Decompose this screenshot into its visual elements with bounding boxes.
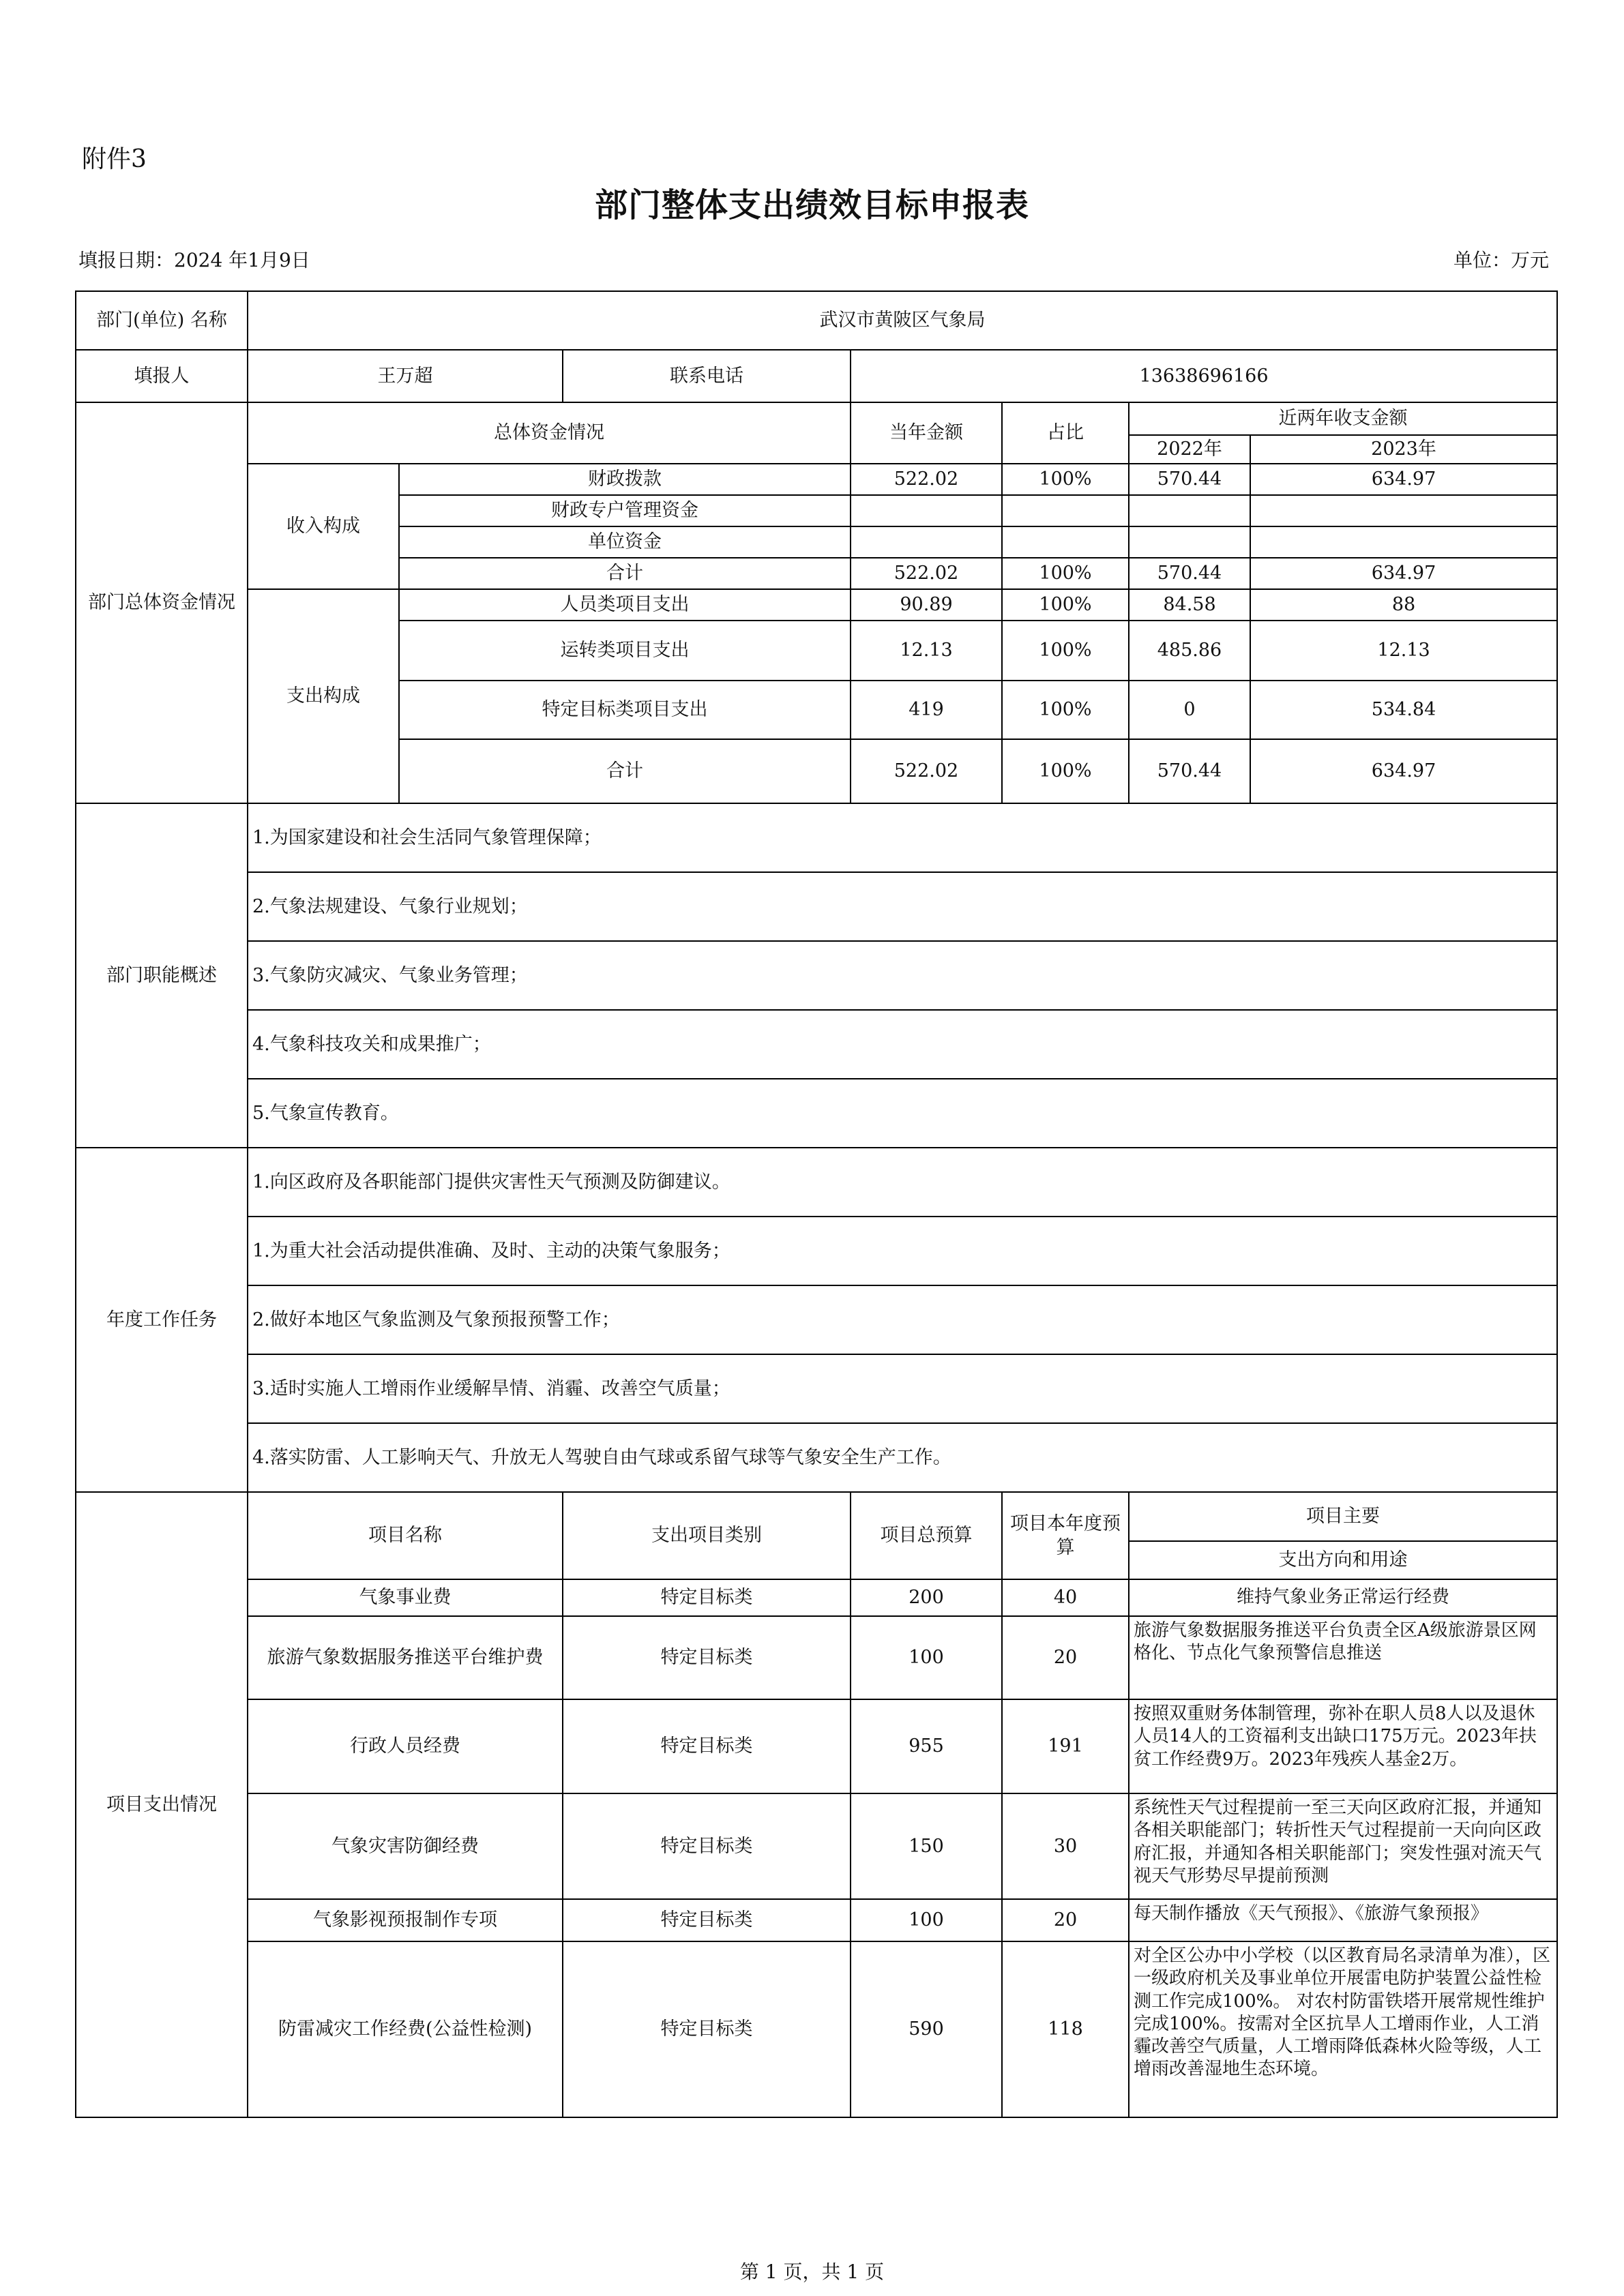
project-type: 特定目标类 bbox=[563, 1699, 851, 1793]
project-use: 每天制作播放《天气预报》、《旅游气象预报》 bbox=[1129, 1899, 1557, 1941]
income-amount bbox=[851, 495, 1002, 526]
project-name: 旅游气象数据服务推送平台维护费 bbox=[248, 1616, 563, 1699]
tasks-label: 年度工作任务 bbox=[76, 1148, 248, 1492]
task-item: 1.为重大社会活动提供准确、及时、主动的决策气象服务； bbox=[248, 1217, 1557, 1285]
task-item: 3.适时实施人工增雨作业缓解旱情、消霾、改善空气质量； bbox=[248, 1354, 1557, 1423]
expense-name: 人员类项目支出 bbox=[399, 589, 851, 621]
income-2023: 634.97 bbox=[1250, 558, 1557, 589]
phone-value: 13638696166 bbox=[851, 350, 1557, 402]
income-2022 bbox=[1129, 526, 1250, 558]
income-2022: 570.44 bbox=[1129, 558, 1250, 589]
table-row bbox=[76, 464, 1557, 495]
table-row bbox=[76, 1941, 1557, 2117]
table-row bbox=[76, 1793, 1557, 1899]
project-use: 旅游气象数据服务推送平台负责全区A级旅游景区网格化、节点化气象预警信息推送 bbox=[1129, 1616, 1557, 1699]
project-name: 防雷减灾工作经费(公益性检测) bbox=[248, 1941, 563, 2117]
income-2023 bbox=[1250, 526, 1557, 558]
col-project-total: 项目总预算 bbox=[851, 1492, 1002, 1579]
income-amount: 522.02 bbox=[851, 558, 1002, 589]
income-ratio: 100% bbox=[1002, 464, 1129, 495]
table-row bbox=[76, 1616, 1557, 1699]
expense-label: 支出构成 bbox=[248, 589, 399, 803]
project-type: 特定目标类 bbox=[563, 1941, 851, 2117]
reporter-name: 王万超 bbox=[248, 350, 563, 402]
expense-ratio: 100% bbox=[1002, 739, 1129, 803]
expense-2022: 0 bbox=[1129, 681, 1250, 739]
task-item: 1.向区政府及各职能部门提供灾害性天气预测及防御建议。 bbox=[248, 1148, 1557, 1217]
expense-name: 合计 bbox=[399, 739, 851, 803]
expense-amount: 12.13 bbox=[851, 621, 1002, 681]
col-project-type: 支出项目类别 bbox=[563, 1492, 851, 1579]
project-year: 20 bbox=[1002, 1616, 1129, 1699]
income-2022: 570.44 bbox=[1129, 464, 1250, 495]
expense-name: 特定目标类项目支出 bbox=[399, 681, 851, 739]
project-type: 特定目标类 bbox=[563, 1793, 851, 1899]
expense-amount: 90.89 bbox=[851, 589, 1002, 621]
performance-table bbox=[75, 290, 1558, 2118]
project-total: 955 bbox=[851, 1699, 1002, 1793]
table-row bbox=[76, 589, 1557, 621]
col-project-main: 项目主要 bbox=[1129, 1492, 1557, 1541]
expense-ratio: 100% bbox=[1002, 681, 1129, 739]
project-use: 系统性天气过程提前一至三天向区政府汇报，并通知各相关职能部门；转折性天气过程提前一天向向区政府汇报，并通知各相关职能部门；突发性强对流天气视天气形势尽早提前预测 bbox=[1129, 1793, 1557, 1899]
unit-label: 单位：万元 bbox=[1453, 249, 1549, 271]
project-total: 200 bbox=[851, 1579, 1002, 1616]
funds-section-label: 部门总体资金情况 bbox=[76, 402, 248, 803]
fill-date: 填报日期：2024 年1月9日 bbox=[78, 249, 310, 271]
income-name: 合计 bbox=[399, 558, 851, 589]
project-year: 20 bbox=[1002, 1899, 1129, 1941]
income-2023 bbox=[1250, 495, 1557, 526]
phone-label: 联系电话 bbox=[563, 350, 851, 402]
page-footer: 第 1 页，共 1 页 bbox=[739, 2261, 885, 2283]
col-recent-two-years: 近两年收支金额 bbox=[1129, 402, 1557, 435]
col-project-use: 支出方向和用途 bbox=[1129, 1541, 1557, 1579]
projects-label: 项目支出情况 bbox=[76, 1492, 248, 2117]
income-ratio bbox=[1002, 526, 1129, 558]
project-name: 气象事业费 bbox=[248, 1579, 563, 1616]
table-row bbox=[76, 1699, 1557, 1793]
expense-2022: 485.86 bbox=[1129, 621, 1250, 681]
income-2022 bbox=[1129, 495, 1250, 526]
function-item: 2.气象法规建设、气象行业规划； bbox=[248, 872, 1557, 941]
dept-value: 武汉市黄陂区气象局 bbox=[248, 291, 1557, 350]
col-ratio: 占比 bbox=[1002, 402, 1129, 464]
col-project-year: 项目本年度预算 bbox=[1002, 1492, 1129, 1579]
expense-2023: 88 bbox=[1250, 589, 1557, 621]
project-use: 按照双重财务体制管理，弥补在职人员8人以及退休人员14人的工资福利支出缺口175万元。2023年扶贫工作经费9万。2023年残疾人基金2万。 bbox=[1129, 1699, 1557, 1793]
income-name: 财政专户管理资金 bbox=[399, 495, 851, 526]
function-item: 1.为国家建设和社会生活同气象管理保障； bbox=[248, 803, 1557, 872]
function-item: 3.气象防灾减灾、气象业务管理； bbox=[248, 941, 1557, 1010]
task-item: 2.做好本地区气象监测及气象预报预警工作； bbox=[248, 1285, 1557, 1354]
expense-amount: 419 bbox=[851, 681, 1002, 739]
income-label: 收入构成 bbox=[248, 464, 399, 589]
col-2022: 2022年 bbox=[1129, 435, 1250, 464]
project-name: 气象灾害防御经费 bbox=[248, 1793, 563, 1899]
expense-2022: 84.58 bbox=[1129, 589, 1250, 621]
table-row bbox=[76, 1579, 1557, 1616]
functions-label: 部门职能概述 bbox=[76, 803, 248, 1148]
table-row bbox=[76, 1899, 1557, 1941]
project-total: 150 bbox=[851, 1793, 1002, 1899]
reporter-label: 填报人 bbox=[76, 350, 248, 402]
project-use: 维持气象业务正常运行经费 bbox=[1129, 1579, 1557, 1616]
income-name: 单位资金 bbox=[399, 526, 851, 558]
project-year: 40 bbox=[1002, 1579, 1129, 1616]
expense-2023: 534.84 bbox=[1250, 681, 1557, 739]
project-year: 191 bbox=[1002, 1699, 1129, 1793]
task-item: 4.落实防雷、人工影响天气、升放无人驾驶自由气球或系留气球等气象安全生产工作。 bbox=[248, 1423, 1557, 1492]
project-name: 气象影视预报制作专项 bbox=[248, 1899, 563, 1941]
income-ratio: 100% bbox=[1002, 558, 1129, 589]
col-2023: 2023年 bbox=[1250, 435, 1557, 464]
overall-funds-label: 总体资金情况 bbox=[248, 402, 851, 464]
income-name: 财政拨款 bbox=[399, 464, 851, 495]
project-name: 行政人员经费 bbox=[248, 1699, 563, 1793]
function-item: 4.气象科技攻关和成果推广； bbox=[248, 1010, 1557, 1079]
project-year: 118 bbox=[1002, 1941, 1129, 2117]
dept-label: 部门(单位) 名称 bbox=[76, 291, 248, 350]
project-type: 特定目标类 bbox=[563, 1579, 851, 1616]
expense-ratio: 100% bbox=[1002, 589, 1129, 621]
expense-ratio: 100% bbox=[1002, 621, 1129, 681]
expense-2023: 12.13 bbox=[1250, 621, 1557, 681]
project-type: 特定目标类 bbox=[563, 1899, 851, 1941]
project-year: 30 bbox=[1002, 1793, 1129, 1899]
function-item: 5.气象宣传教育。 bbox=[248, 1079, 1557, 1148]
expense-name: 运转类项目支出 bbox=[399, 621, 851, 681]
income-ratio bbox=[1002, 495, 1129, 526]
expense-2022: 570.44 bbox=[1129, 739, 1250, 803]
col-project-name: 项目名称 bbox=[248, 1492, 563, 1579]
project-total: 100 bbox=[851, 1616, 1002, 1699]
col-current-amount: 当年金额 bbox=[851, 402, 1002, 464]
income-amount: 522.02 bbox=[851, 464, 1002, 495]
project-total: 100 bbox=[851, 1899, 1002, 1941]
income-2023: 634.97 bbox=[1250, 464, 1557, 495]
expense-2023: 634.97 bbox=[1250, 739, 1557, 803]
attachment-label: 附件3 bbox=[82, 145, 147, 173]
project-total: 590 bbox=[851, 1941, 1002, 2117]
income-amount bbox=[851, 526, 1002, 558]
project-use: 对全区公办中小学校（以区教育局名录清单为准），区一级政府机关及事业单位开展雷电防护装置公益性检测工作完成100%。 对农村防雷铁塔开展常规性维护完成100%。按需对全区抗旱人工增雨作业，人工消霾改善空气质量，人工增雨降低森林火险等级，人工增雨改善湿地生态环境。 bbox=[1129, 1941, 1557, 2117]
expense-amount: 522.02 bbox=[851, 739, 1002, 803]
project-type: 特定目标类 bbox=[563, 1616, 851, 1699]
page-title: 部门整体支出绩效目标申报表 bbox=[594, 186, 1029, 224]
